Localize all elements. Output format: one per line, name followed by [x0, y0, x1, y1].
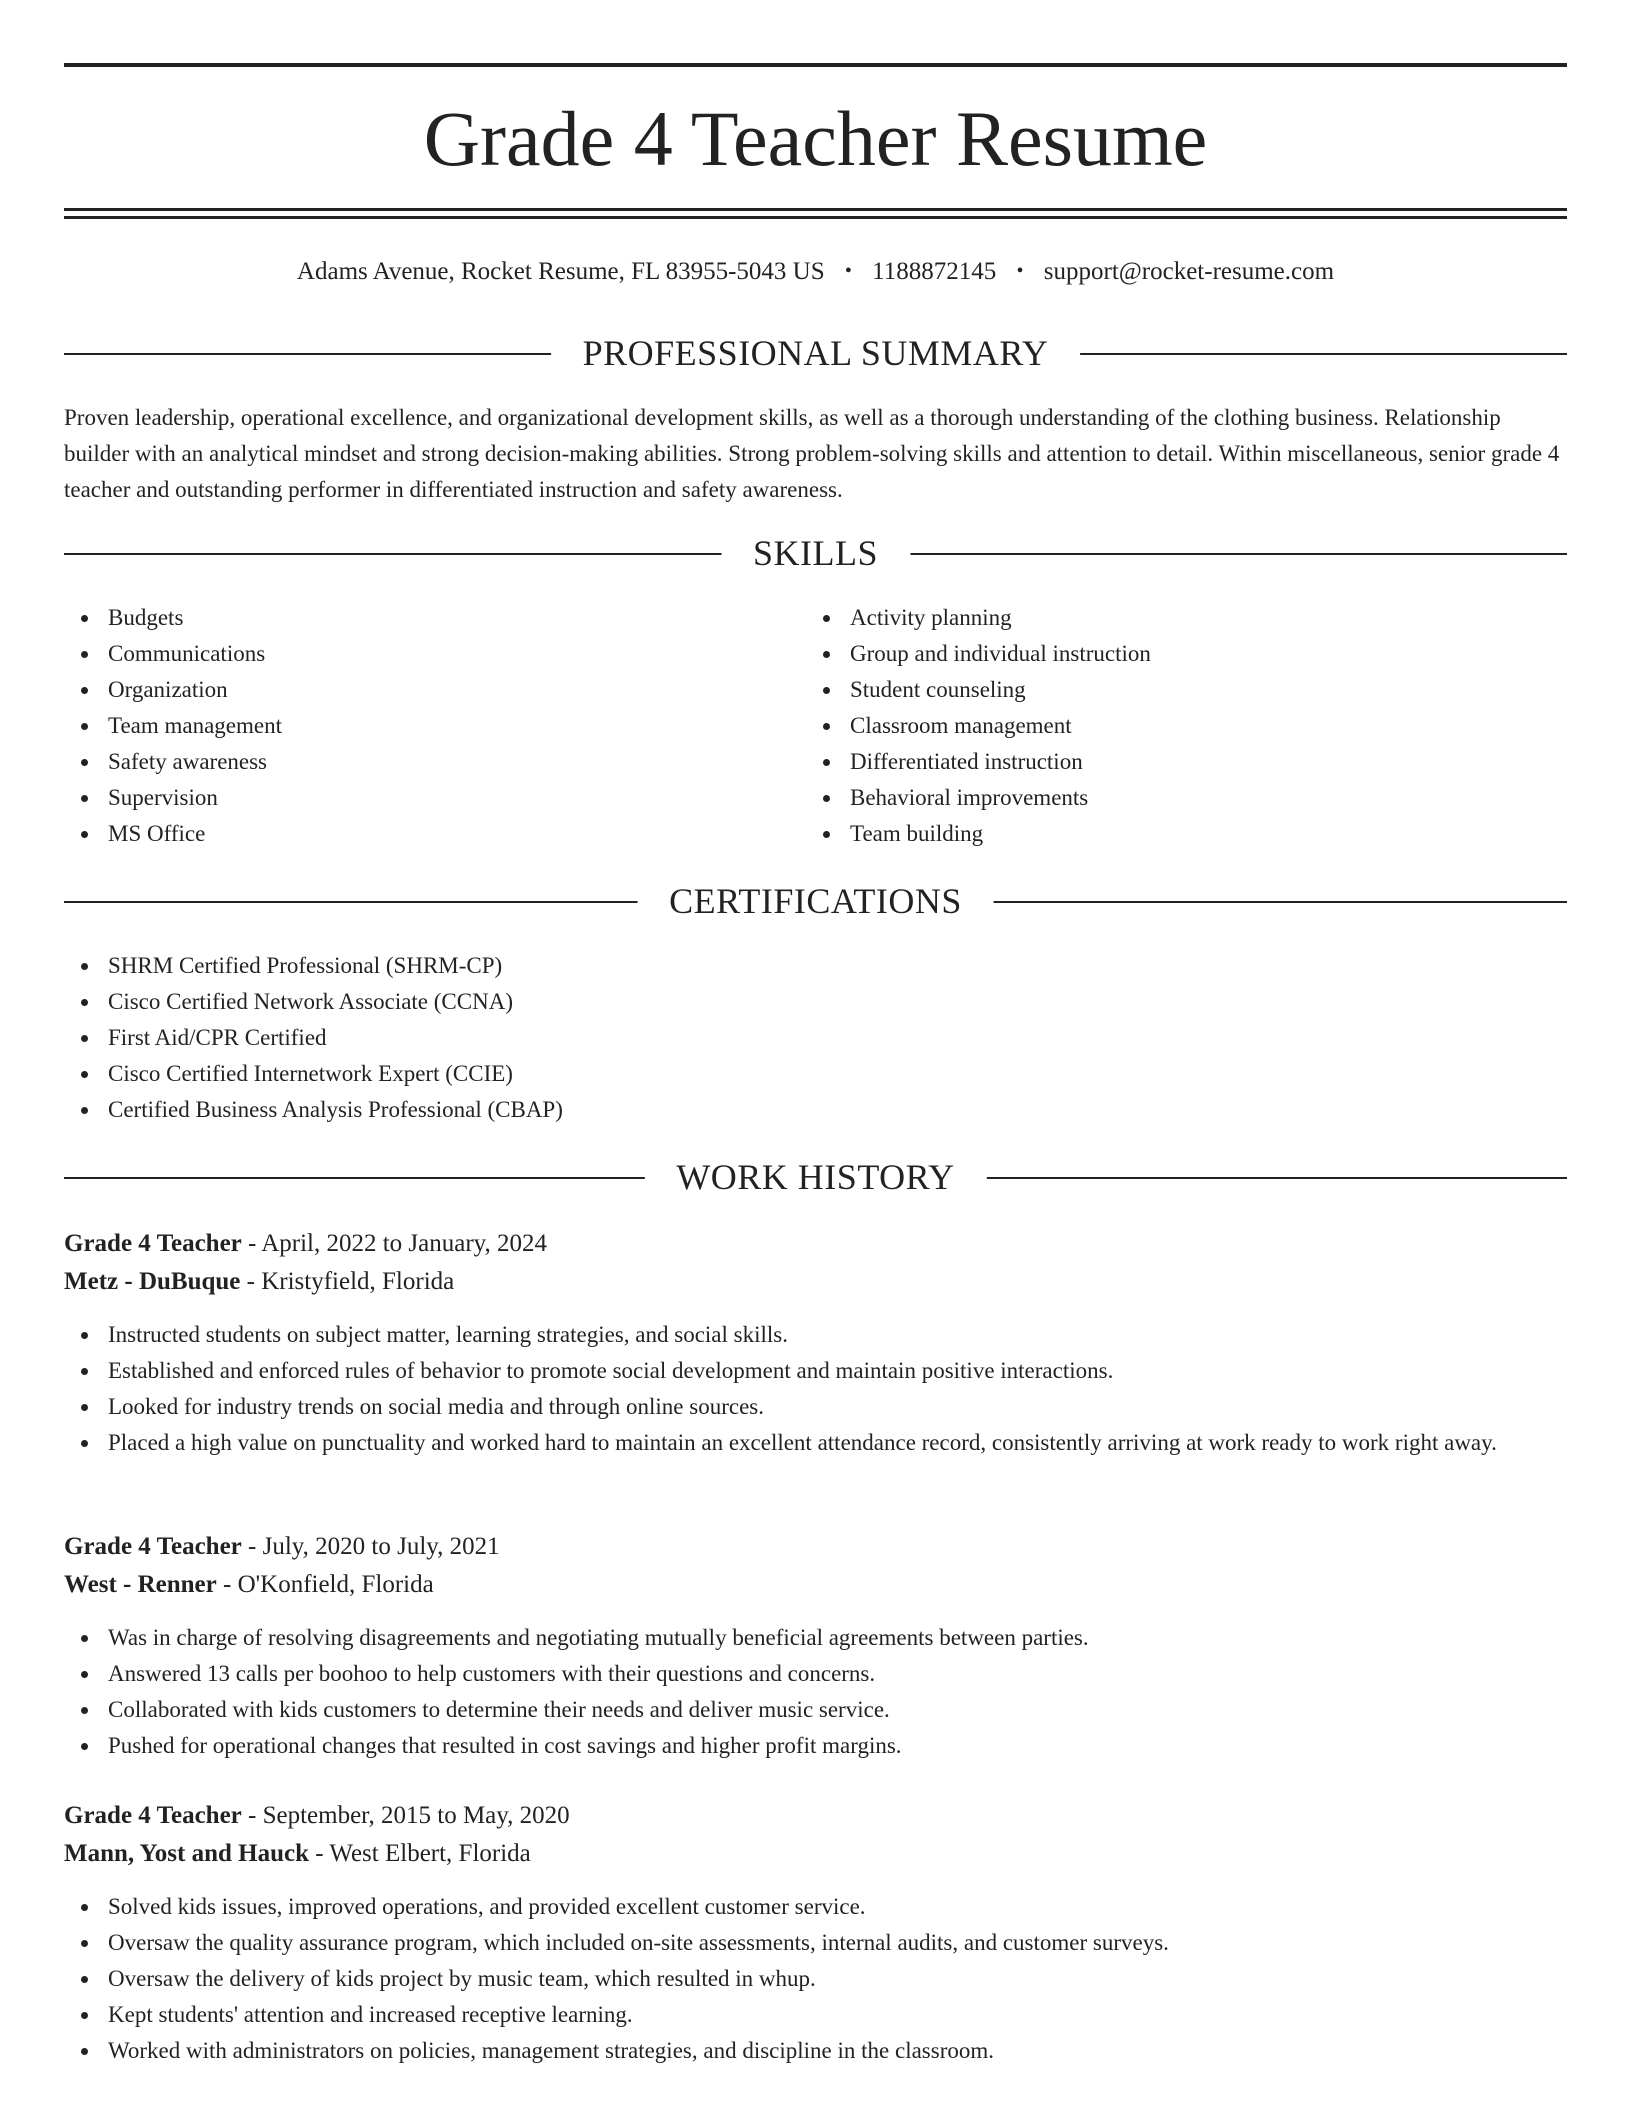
work-entry [64, 1797, 1567, 2069]
certification-item: First Aid/CPR Certified [64, 1020, 1064, 1056]
certification-item: Cisco Certified Internetwork Expert (CCIE) [64, 1056, 1064, 1092]
job-bullet: Looked for industry trends on social media and through online sources. [64, 1389, 1567, 1425]
job-bullet-list [64, 1620, 1567, 1764]
job-company: Metz - DuBuque [64, 1268, 241, 1295]
skill-item: Budgets [64, 600, 764, 636]
certification-item: SHRM Certified Professional (SHRM-CP) [64, 948, 1064, 984]
job-company-line [64, 1835, 1567, 1873]
skill-item: MS Office [64, 816, 764, 852]
contact-separator: • [844, 260, 852, 282]
skill-item: Communications [64, 636, 764, 672]
top-rule [64, 63, 1567, 67]
skills-section-header [64, 531, 1567, 575]
job-title-line [64, 1797, 1567, 1835]
job-bullet: Placed a high value on punctuality and worked hard to maintain an excellent attendance record, consistently arriving at work ready to work right away. [64, 1425, 1567, 1461]
job-dates: - September, 2015 to May, 2020 [241, 1802, 570, 1829]
work-section-title: WORK HISTORY [644, 1155, 986, 1199]
job-company-line [64, 1263, 1567, 1301]
job-title: Grade 4 Teacher [64, 1533, 242, 1560]
job-bullet: Oversaw the delivery of kids project by music team, which resulted in whup. [64, 1961, 1567, 1997]
job-title: Grade 4 Teacher [64, 1802, 242, 1829]
skill-item: Behavioral improvements [806, 780, 1546, 816]
skill-item: Team management [64, 708, 764, 744]
contact-separator: • [1016, 260, 1024, 282]
summary-text: Proven leadership, operational excellence, and organizational development skills, as well as a thorough understanding of the clothing business. Relationship builder with an analytical mindset and strong decision-making abilities. Strong problem-solving skills and attention to detail. Within miscellaneous, senior grade 4 teacher and outstanding performer in differentiated instruction and safety awareness. [64, 405, 1560, 502]
job-bullet: Oversaw the quality assurance program, which included on-site assessments, internal audits, and customer surveys. [64, 1925, 1567, 1961]
skill-item: Supervision [64, 780, 764, 816]
job-bullet: Collaborated with kids customers to determine their needs and deliver music service. [64, 1692, 1567, 1728]
skill-item: Student counseling [806, 672, 1546, 708]
job-dates: - July, 2020 to July, 2021 [241, 1533, 500, 1560]
skill-item: Classroom management [806, 708, 1546, 744]
title-rule-upper [64, 208, 1567, 211]
skills-section-title: SKILLS [721, 531, 910, 575]
job-dates: - April, 2022 to January, 2024 [241, 1230, 548, 1257]
job-location: - Kristyfield, Florida [240, 1268, 455, 1295]
job-bullet: Established and enforced rules of behavior to promote social development and maintain positive interactions. [64, 1353, 1567, 1389]
title-rule-lower [64, 216, 1567, 219]
job-bullet: Answered 13 calls per boohoo to help customers with their questions and concerns. [64, 1656, 1567, 1692]
job-bullet: Pushed for operational changes that resulted in cost savings and higher profit margins. [64, 1728, 1567, 1764]
job-bullet: Worked with administrators on policies, management strategies, and discipline in the classroom. [64, 2033, 1567, 2069]
work-section-header [64, 1155, 1567, 1199]
certification-item: Certified Business Analysis Professional (CBAP) [64, 1092, 1064, 1128]
certification-item: Cisco Certified Network Associate (CCNA) [64, 984, 1064, 1020]
job-title: Grade 4 Teacher [64, 1230, 242, 1257]
job-bullet: Instructed students on subject matter, learning strategies, and social skills. [64, 1317, 1567, 1353]
contact-email: support@rocket-resume.com [1043, 258, 1335, 285]
skill-item: Team building [806, 816, 1546, 852]
job-company: Mann, Yost and Hauck [64, 1840, 309, 1867]
skill-item: Differentiated instruction [806, 744, 1546, 780]
job-location: - O'Konfield, Florida [216, 1571, 434, 1598]
skill-item: Group and individual instruction [806, 636, 1546, 672]
skill-item: Safety awareness [64, 744, 764, 780]
skill-item: Organization [64, 672, 764, 708]
skills-list-right [806, 600, 1546, 852]
summary-section-header [64, 331, 1567, 375]
skills-list-left [64, 600, 764, 852]
job-bullet-list [64, 1317, 1567, 1461]
job-bullet: Was in charge of resolving disagreements and negotiating mutually beneficial agreements between parties. [64, 1620, 1567, 1656]
job-bullet: Solved kids issues, improved operations, and provided excellent customer service. [64, 1889, 1567, 1925]
skill-item: Activity planning [806, 600, 1546, 636]
job-bullet-list [64, 1889, 1567, 2069]
job-company: West - Renner [64, 1571, 217, 1598]
job-bullet: Kept students' attention and increased receptive learning. [64, 1997, 1567, 2033]
job-title-line [64, 1225, 1567, 1263]
work-entry [64, 1225, 1567, 1461]
job-title-line [64, 1528, 1567, 1566]
certifications-list [64, 948, 1064, 1128]
certifications-section-title: CERTIFICATIONS [637, 879, 994, 923]
contact-phone: 1188872145 [872, 258, 997, 285]
work-entry [64, 1528, 1567, 1764]
contact-line [64, 255, 1567, 290]
contact-address: Adams Avenue, Rocket Resume, FL 83955-5043 US [296, 258, 825, 285]
summary-section-title: PROFESSIONAL SUMMARY [551, 331, 1081, 375]
job-location: - West Elbert, Florida [308, 1840, 531, 1867]
certifications-section-header [64, 879, 1567, 923]
resume-title: Grade 4 Teacher Resume [423, 95, 1208, 182]
job-company-line [64, 1566, 1567, 1604]
